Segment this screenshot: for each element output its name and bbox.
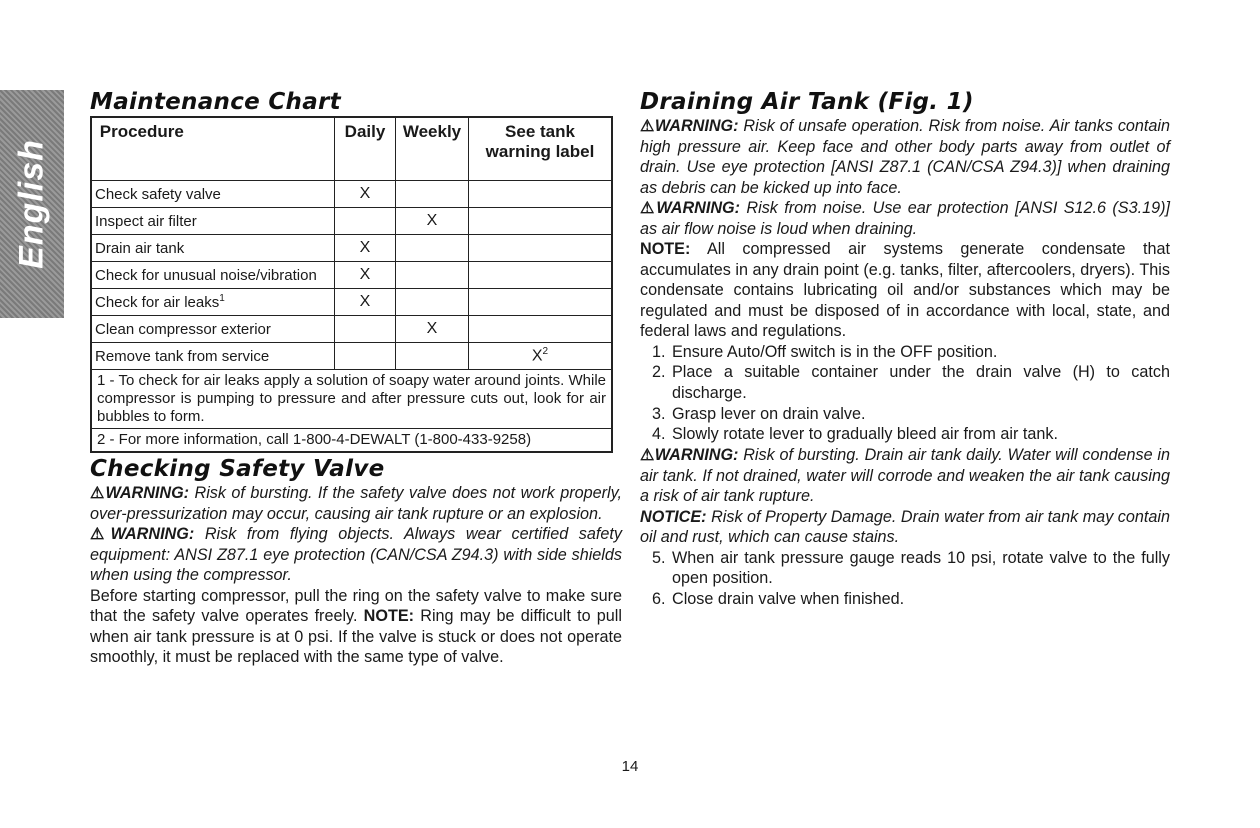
checking-body: [90, 586, 622, 668]
cell-tank: [469, 235, 613, 262]
checking-body-text-2: Ring may be difficult to pull when air tank pressure is at 0 psi. If the valve is stuck or does not operate smoothly, it must be replaced with the same type of valve.: [90, 607, 623, 666]
warning-text: Risk of bursting. If the safety valve does not work properly, over-pressurization may occur, causing air tank rupture or an explosion.: [90, 484, 622, 523]
cell-weekly: [396, 181, 469, 208]
cell-procedure: [91, 289, 335, 316]
right-column: [640, 88, 1170, 610]
list-item: 4. Slowly rotate lever to gradually bleed air from air tank.: [670, 424, 1170, 445]
cell-tank: [469, 181, 613, 208]
cell-daily-text: X: [359, 266, 371, 283]
table-row: [91, 208, 612, 235]
note-label: NOTE:: [363, 607, 415, 625]
note-label: NOTE:: [640, 240, 691, 258]
cell-weekly: [396, 343, 469, 370]
cell-weekly-text: X: [426, 320, 438, 337]
cell-procedure-text: Clean compressor exterior: [95, 320, 271, 338]
cell-weekly: [396, 289, 469, 316]
table-body: [91, 181, 612, 370]
header-weekly: [396, 117, 469, 181]
footnote-row-2: [91, 429, 612, 453]
cell-daily: [335, 289, 396, 316]
warning-label: WARNING:: [654, 446, 739, 465]
cell-procedure-text: Drain air tank: [95, 239, 185, 257]
checking-warning-2: [90, 524, 622, 586]
cell-tank-text: X: [531, 347, 543, 365]
cell-daily: [335, 316, 396, 343]
warning-text: Risk from noise. Use ear protection [ANSI S12.6 (S3.19)] as air flow noise is loud when draining.: [640, 199, 1170, 238]
cell-daily: [335, 181, 396, 208]
table-row: [91, 343, 612, 370]
table-row: [91, 289, 612, 316]
warning-triangle-icon: ⚠: [640, 446, 655, 465]
header-daily: [335, 117, 396, 181]
cell-tank: [469, 316, 613, 343]
draining-title: Draining Air Tank (Fig. 1): [640, 89, 974, 115]
header-procedure: [91, 117, 335, 181]
cell-procedure-text: Inspect air filter: [95, 212, 197, 230]
table-row: [91, 316, 612, 343]
draining-warning-1: [640, 116, 1170, 198]
cell-procedure: [91, 343, 335, 370]
cell-procedure: [91, 181, 335, 208]
cell-weekly: [396, 208, 469, 235]
cell-daily: [335, 208, 396, 235]
warning-label: WARNING:: [654, 117, 739, 135]
draining-steps-1: [640, 342, 1170, 446]
header-tank-warning: [469, 117, 613, 181]
footnote-marker: 2: [542, 346, 549, 358]
footnote-row-1: [91, 370, 612, 429]
list-item: 2. Place a suitable container under the drain valve (H) to catch discharge.: [670, 362, 1170, 403]
list-item: 1. Ensure Auto/Off switch is in the OFF position.: [670, 342, 1170, 363]
header-tank-label: See tank warning label: [485, 122, 595, 161]
cell-procedure: [91, 208, 335, 235]
checking-warning-1: [90, 483, 622, 524]
language-tab: [0, 90, 64, 318]
cell-daily: [335, 235, 396, 262]
notice-label: NOTICE:: [640, 507, 707, 526]
warning-text: Risk of bursting. Drain air tank daily. Water will condense in air tank. If not drained, water will corrode and weaken the air tank causing a risk of air tank rupture.: [640, 446, 1171, 506]
cell-tank: [469, 289, 613, 316]
table-header-row: [91, 117, 612, 181]
cell-procedure-text: Check for unusual noise/vibration: [95, 266, 317, 284]
warning-triangle-icon: ⚠: [640, 117, 655, 135]
warning-label: WARNING:: [656, 199, 741, 217]
cell-procedure: [91, 262, 335, 289]
list-item: 6. Close drain valve when finished.: [670, 589, 1170, 610]
warning-text: Risk of unsafe operation. Risk from noise. Air tanks contain high pressure air. Keep face and other body parts away from outlet of drain. Use eye protection [ANSI Z87.1 (CAN/CSA Z94.3)] when draining as debris can be kicked up into face.: [640, 117, 1171, 197]
warning-triangle-icon: ⚠: [90, 525, 111, 543]
warning-text: Risk from flying objects. Always wear certified safety equipment: ANSI Z87.1 eye protection (CAN/CSA Z94.3) with side shields when using the compressor.: [90, 525, 622, 584]
cell-tank: [469, 262, 613, 289]
header-weekly-label: Weekly: [402, 122, 462, 141]
warning-triangle-icon: ⚠: [90, 484, 106, 502]
left-column: [90, 88, 622, 668]
draining-warning-2: [640, 198, 1170, 239]
cell-tank: [469, 343, 613, 370]
maintenance-chart-title: Maintenance Chart: [90, 89, 341, 115]
draining-note: [640, 239, 1170, 342]
table-row: [91, 235, 612, 262]
language-tab-label: English: [12, 139, 51, 269]
footnote-1: 1 - To check for air leaks apply a solution of soapy water around joints. While compressor is pumping to pressure and after pressure cuts out, look for air bubbles to form.: [91, 370, 612, 429]
warning-triangle-icon: ⚠: [640, 199, 657, 217]
cell-weekly: [396, 235, 469, 262]
table-row: [91, 262, 612, 289]
list-item: 5. When air tank pressure gauge reads 10 psi, rotate valve to the fully open position.: [670, 548, 1170, 589]
cell-daily-text: X: [359, 293, 371, 310]
cell-daily-text: X: [359, 185, 371, 202]
cell-daily-text: X: [359, 239, 371, 256]
checking-body-text: Before starting compressor, pull the ring on the safety valve to make sure that the safety valve operates freely.: [90, 586, 622, 625]
cell-daily: [335, 262, 396, 289]
page-number: 14: [621, 758, 639, 775]
note-text: All compressed air systems generate condensate that accumulates in any drain point (e.g. tanks, filter, aftercoolers, dryers). This condensate contains lubricating oil and/or substances which may be regulated and must be disposed of in accordance with local, state, and federal laws and regulations.: [640, 240, 1170, 340]
cell-procedure-text: Check for air leaks: [95, 294, 220, 311]
cell-procedure-text: Remove tank from service: [95, 347, 270, 365]
maintenance-table: [90, 116, 613, 453]
cell-daily: [335, 343, 396, 370]
warning-label: WARNING:: [110, 525, 195, 543]
list-item: 3. Grasp lever on drain valve.: [670, 404, 1170, 425]
checking-safety-valve-title: Checking Safety Valve: [90, 456, 385, 482]
notice-text: Risk of Property Damage. Drain water from air tank may contain oil and rust, which can cause stains.: [640, 507, 1170, 547]
warning-label: WARNING:: [105, 484, 190, 502]
cell-procedure-text: Check safety valve: [95, 185, 221, 203]
cell-weekly: [396, 316, 469, 343]
cell-procedure: [91, 316, 335, 343]
cell-weekly-text: X: [426, 212, 438, 229]
header-daily-label: Daily: [344, 122, 386, 141]
table-row: [91, 181, 612, 208]
draining-warning-3: [640, 445, 1170, 507]
header-procedure-label: Procedure: [99, 122, 184, 141]
footnote-marker: 1: [219, 293, 225, 304]
cell-procedure: [91, 235, 335, 262]
cell-weekly: [396, 262, 469, 289]
draining-steps-2: [640, 548, 1170, 610]
cell-tank: [469, 208, 613, 235]
draining-notice: [640, 507, 1170, 548]
footnote-2: 2 - For more information, call 1-800-4-DEWALT (1-800-433-9258): [91, 429, 612, 453]
